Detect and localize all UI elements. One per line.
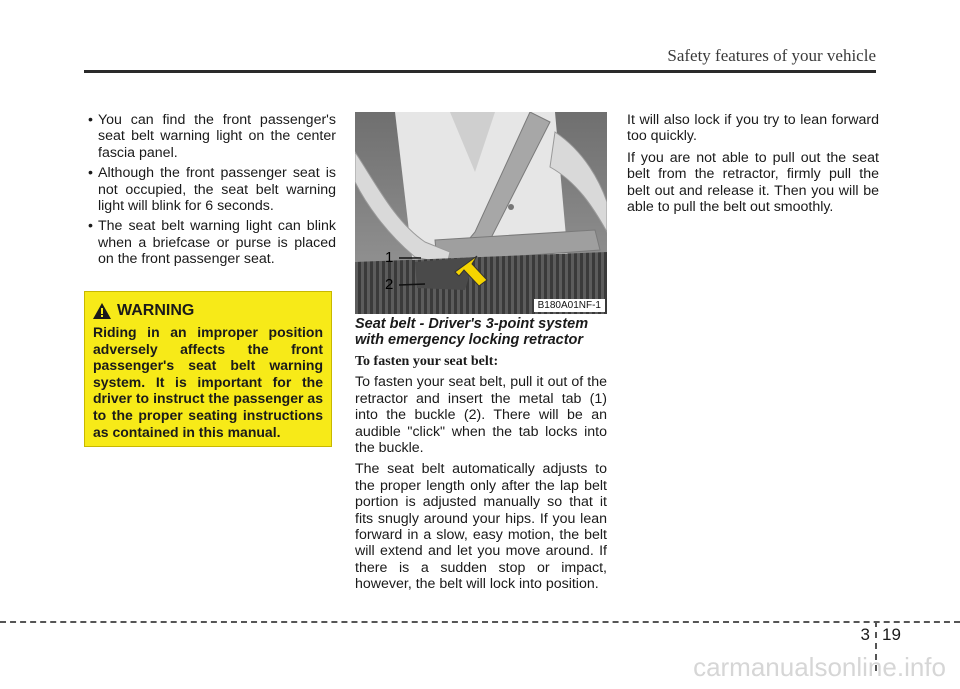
bullet-list (84, 112, 336, 268)
chapter-number: 3 (860, 625, 870, 644)
section-title: Seat belt - Driver's 3-point system with emergency locking retractor (355, 316, 589, 348)
bullet-item: • Although the front passenger seat is not occupied, the seat belt warning light will blink for 6 seconds. (84, 165, 336, 214)
warning-triangle-icon (93, 303, 111, 319)
bullet-item: • You can find the front passenger's seat belt warning light on the center fascia panel. (84, 112, 336, 161)
bullet-item: • The seat belt warning light can blink when a briefcase or purse is placed on the front passenger seat. (84, 218, 336, 267)
paragraph: The seat belt automatically adjusts to the proper length only after the lap belt portion is adjusted manually so that it fits snugly around your hips. If you lean forward in a slow, easy motion, the belt will extend and let you move around. If there is a sudden stop or impact, however, the belt will lock into position. (355, 461, 607, 593)
page-number: 19 (882, 625, 901, 644)
section-subtitle: To fasten your seat belt: (355, 354, 499, 369)
footer-rule (0, 621, 960, 623)
warning-text: Riding in an improper position adversely affects the front passenger's seat belt warning system. It is important for the driver to instruct the passenger as to the proper seating instructions as contained in this manual. (93, 324, 323, 440)
watermark: carmanualsonline.info (693, 652, 946, 682)
figure-label-tab: 1 (385, 249, 394, 266)
header-rule (84, 70, 876, 73)
column-middle (355, 316, 607, 598)
paragraph: If you are not able to pull out the seat belt from the retractor, firmly pull the belt out and release it. Then you will be able to pull the belt out smoothly. (627, 149, 879, 216)
column-left (84, 112, 336, 272)
column-right (627, 112, 879, 220)
paragraph: It will also lock if you try to lean forward too quickly. (627, 112, 879, 145)
figure-caption: B180A01NF-1 (534, 299, 605, 312)
warning-header (93, 302, 323, 320)
warning-title: WARNING (117, 302, 195, 319)
seat-belt-illustration (355, 112, 607, 314)
paragraph: To fasten your seat belt, pull it out of the retractor and insert the metal tab (1) into the buckle (2). There will be an audible "click" when the tab locks into the buckle. (355, 374, 607, 457)
page-header-title: Safety features of your vehicle (667, 46, 876, 65)
warning-box (84, 291, 332, 447)
figure-label-buckle: 2 (385, 276, 394, 293)
